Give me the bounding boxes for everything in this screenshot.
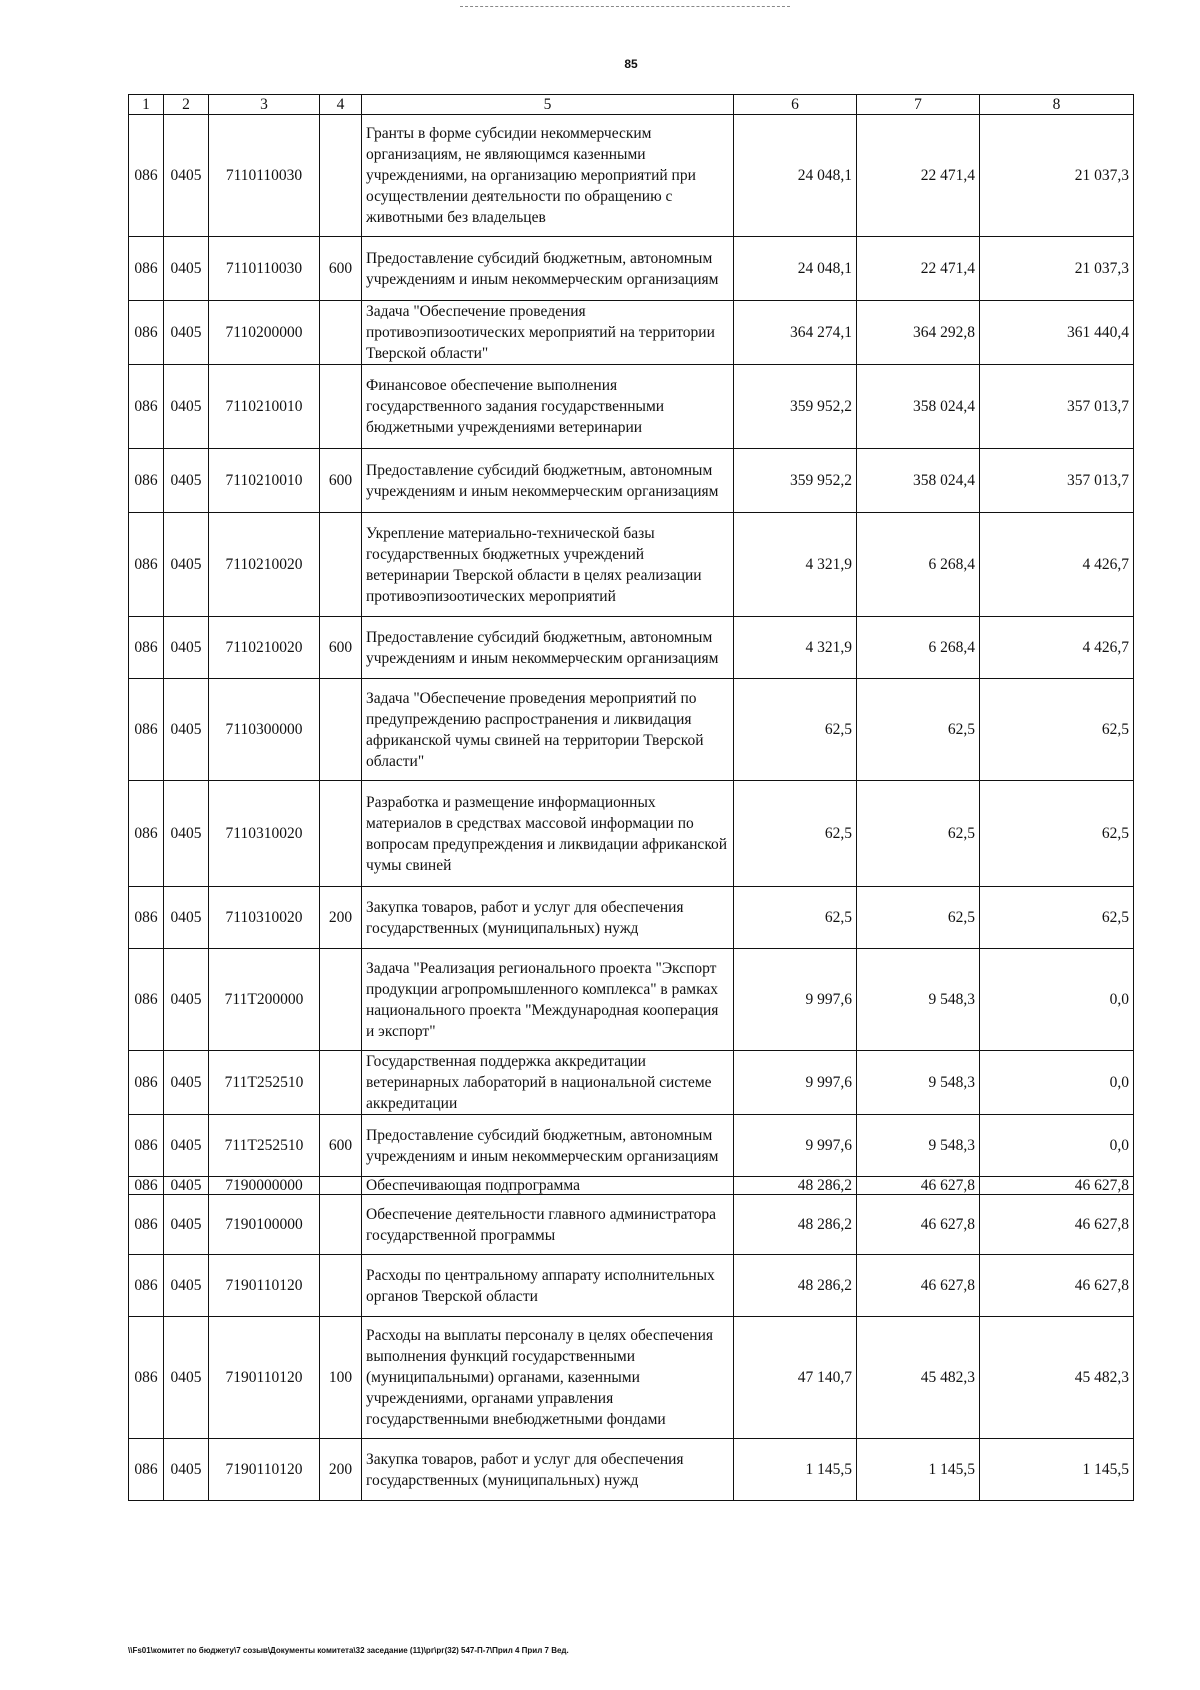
cell-target-article: 711T252510 — [209, 1115, 320, 1177]
cell-amount-3: 4 426,7 — [980, 617, 1134, 679]
table-row — [129, 1255, 1134, 1317]
cell-section: 0405 — [164, 781, 209, 887]
cell-ved: 086 — [129, 887, 164, 949]
cell-amount-1: 62,5 — [734, 781, 857, 887]
col-header: 4 — [320, 95, 362, 115]
cell-expense-type — [320, 1255, 362, 1317]
cell-expense-type: 600 — [320, 617, 362, 679]
cell-ved: 086 — [129, 1115, 164, 1177]
cell-target-article: 7110300000 — [209, 679, 320, 781]
cell-section: 0405 — [164, 887, 209, 949]
cell-amount-1: 364 274,1 — [734, 301, 857, 365]
table-row — [129, 301, 1134, 365]
cell-amount-2: 6 268,4 — [857, 617, 980, 679]
cell-target-article: 7190110120 — [209, 1255, 320, 1317]
cell-amount-1: 47 140,7 — [734, 1317, 857, 1439]
cell-amount-2: 22 471,4 — [857, 115, 980, 237]
cell-amount-1: 4 321,9 — [734, 617, 857, 679]
col-header: 6 — [734, 95, 857, 115]
cell-amount-2: 9 548,3 — [857, 949, 980, 1051]
cell-amount-3: 361 440,4 — [980, 301, 1134, 365]
cell-expense-type — [320, 301, 362, 365]
cell-target-article: 7110210020 — [209, 617, 320, 679]
cell-amount-2: 62,5 — [857, 679, 980, 781]
cell-description: Предоставление субсидий бюджетным, автономным учреждениям и иным некоммерческим организациям — [362, 617, 734, 679]
table-row — [129, 1317, 1134, 1439]
col-header: 1 — [129, 95, 164, 115]
cell-ved: 086 — [129, 513, 164, 617]
cell-amount-2: 358 024,4 — [857, 365, 980, 449]
cell-description: Предоставление субсидий бюджетным, автономным учреждениям и иным некоммерческим организациям — [362, 1115, 734, 1177]
cell-target-article: 711T252510 — [209, 1051, 320, 1115]
cell-section: 0405 — [164, 617, 209, 679]
cell-amount-3: 21 037,3 — [980, 115, 1134, 237]
cell-amount-1: 9 997,6 — [734, 1115, 857, 1177]
cell-description: Разработка и размещение информационных материалов в средствах массовой информации по вопросам предупреждения и ликвидации африканской чумы свиней — [362, 781, 734, 887]
col-header: 5 — [362, 95, 734, 115]
cell-amount-3: 46 627,8 — [980, 1177, 1134, 1195]
cell-ved: 086 — [129, 1051, 164, 1115]
cell-expense-type — [320, 949, 362, 1051]
cell-description: Расходы на выплаты персоналу в целях обеспечения выполнения функций государственными (муниципальными) органами, казенными учреждениями, органами управления государственными внебюджетными фондами — [362, 1317, 734, 1439]
table-row — [129, 365, 1134, 449]
cell-target-article: 7110110030 — [209, 115, 320, 237]
cell-target-article: 7110310020 — [209, 887, 320, 949]
cell-description: Закупка товаров, работ и услуг для обеспечения государственных (муниципальных) нужд — [362, 887, 734, 949]
cell-amount-2: 45 482,3 — [857, 1317, 980, 1439]
table-body — [129, 95, 1134, 1501]
table-row — [129, 513, 1134, 617]
cell-amount-1: 48 286,2 — [734, 1177, 857, 1195]
cell-ved: 086 — [129, 301, 164, 365]
cell-description: Задача "Обеспечение проведения противоэпизоотических мероприятий на территории Тверской области" — [362, 301, 734, 365]
cell-section: 0405 — [164, 949, 209, 1051]
cell-amount-2: 46 627,8 — [857, 1177, 980, 1195]
cell-amount-3: 62,5 — [980, 781, 1134, 887]
cell-ved: 086 — [129, 617, 164, 679]
budget-table — [128, 94, 1134, 1501]
table-row — [129, 1051, 1134, 1115]
cell-target-article: 7110210010 — [209, 449, 320, 513]
cell-expense-type — [320, 679, 362, 781]
cell-amount-2: 358 024,4 — [857, 449, 980, 513]
cell-amount-1: 48 286,2 — [734, 1255, 857, 1317]
column-number-row — [129, 95, 1134, 115]
cell-section: 0405 — [164, 1439, 209, 1501]
cell-amount-3: 357 013,7 — [980, 449, 1134, 513]
table-row — [129, 1195, 1134, 1255]
cell-amount-3: 0,0 — [980, 1115, 1134, 1177]
table-row — [129, 237, 1134, 301]
table-row — [129, 887, 1134, 949]
cell-amount-1: 359 952,2 — [734, 449, 857, 513]
cell-expense-type — [320, 115, 362, 237]
cell-target-article: 7110200000 — [209, 301, 320, 365]
cell-amount-2: 364 292,8 — [857, 301, 980, 365]
cell-section: 0405 — [164, 1195, 209, 1255]
table-row — [129, 1115, 1134, 1177]
table-row — [129, 115, 1134, 237]
cell-expense-type: 200 — [320, 1439, 362, 1501]
table-row — [129, 1439, 1134, 1501]
cell-ved: 086 — [129, 449, 164, 513]
cell-amount-1: 24 048,1 — [734, 237, 857, 301]
cell-amount-1: 24 048,1 — [734, 115, 857, 237]
cell-amount-2: 62,5 — [857, 781, 980, 887]
cell-target-article: 711T200000 — [209, 949, 320, 1051]
cell-description: Укрепление материально-технической базы государственных бюджетных учреждений ветеринарии Тверской области в целях реализации противоэпизоотических мероприятий — [362, 513, 734, 617]
table-row — [129, 617, 1134, 679]
cell-target-article: 7110110030 — [209, 237, 320, 301]
cell-amount-3: 46 627,8 — [980, 1195, 1134, 1255]
page-number: 85 — [624, 57, 638, 71]
cell-ved: 086 — [129, 781, 164, 887]
cell-description: Финансовое обеспечение выполнения государственного задания государственными бюджетными учреждениями ветеринарии — [362, 365, 734, 449]
cell-expense-type: 200 — [320, 887, 362, 949]
cell-section: 0405 — [164, 1317, 209, 1439]
cell-amount-3: 0,0 — [980, 1051, 1134, 1115]
cell-section: 0405 — [164, 237, 209, 301]
table-row — [129, 449, 1134, 513]
cell-amount-3: 4 426,7 — [980, 513, 1134, 617]
cell-description: Предоставление субсидий бюджетным, автономным учреждениям и иным некоммерческим организациям — [362, 237, 734, 301]
cell-section: 0405 — [164, 1115, 209, 1177]
col-header: 8 — [980, 95, 1134, 115]
cell-amount-2: 46 627,8 — [857, 1255, 980, 1317]
cell-target-article: 7190000000 — [209, 1177, 320, 1195]
cell-amount-1: 9 997,6 — [734, 1051, 857, 1115]
cell-amount-2: 22 471,4 — [857, 237, 980, 301]
cell-target-article: 7190110120 — [209, 1439, 320, 1501]
cell-expense-type: 600 — [320, 449, 362, 513]
cell-section: 0405 — [164, 1177, 209, 1195]
cell-amount-2: 6 268,4 — [857, 513, 980, 617]
cell-target-article: 7190100000 — [209, 1195, 320, 1255]
cell-expense-type — [320, 1195, 362, 1255]
cell-section: 0405 — [164, 1051, 209, 1115]
col-header: 3 — [209, 95, 320, 115]
cell-section: 0405 — [164, 1255, 209, 1317]
table-row — [129, 781, 1134, 887]
cell-amount-1: 4 321,9 — [734, 513, 857, 617]
cell-amount-3: 357 013,7 — [980, 365, 1134, 449]
cell-description: Обеспечивающая подпрограмма — [362, 1177, 734, 1195]
cell-amount-2: 9 548,3 — [857, 1051, 980, 1115]
cell-target-article: 7110210010 — [209, 365, 320, 449]
cell-description: Гранты в форме субсидии некоммерческим организациям, не являющимся казенными учреждениями, на организацию мероприятий при осуществлении деятельности по обращению с животными без владельцев — [362, 115, 734, 237]
cell-amount-2: 62,5 — [857, 887, 980, 949]
cell-ved: 086 — [129, 1195, 164, 1255]
cell-ved: 086 — [129, 679, 164, 781]
table-row — [129, 1177, 1134, 1195]
cell-section: 0405 — [164, 301, 209, 365]
cell-amount-3: 62,5 — [980, 679, 1134, 781]
cell-expense-type — [320, 513, 362, 617]
cell-amount-2: 46 627,8 — [857, 1195, 980, 1255]
file-path-footer: \\Fs01\комитет по бюджету\7 созыв\Документы комитета\32 заседание (11)\рг\рг(32) 547-П-7\Прил 4 Прил 7 Вед. — [128, 1646, 569, 1655]
cell-ved: 086 — [129, 949, 164, 1051]
cell-target-article: 7190110120 — [209, 1317, 320, 1439]
cell-section: 0405 — [164, 449, 209, 513]
cell-description: Обеспечение деятельности главного администратора государственной программы — [362, 1195, 734, 1255]
cell-amount-3: 46 627,8 — [980, 1255, 1134, 1317]
cell-description: Задача "Обеспечение проведения мероприятий по предупреждению распространения и ликвидация африканской чумы свиней на территории Тверской области" — [362, 679, 734, 781]
cell-expense-type: 600 — [320, 1115, 362, 1177]
cell-amount-1: 1 145,5 — [734, 1439, 857, 1501]
cell-ved: 086 — [129, 237, 164, 301]
cell-ved: 086 — [129, 365, 164, 449]
cell-amount-3: 62,5 — [980, 887, 1134, 949]
cell-amount-3: 21 037,3 — [980, 237, 1134, 301]
cell-expense-type — [320, 781, 362, 887]
cell-section: 0405 — [164, 365, 209, 449]
cell-expense-type: 100 — [320, 1317, 362, 1439]
cell-amount-1: 9 997,6 — [734, 949, 857, 1051]
table-row — [129, 949, 1134, 1051]
cell-description: Предоставление субсидий бюджетным, автономным учреждениям и иным некоммерческим организациям — [362, 449, 734, 513]
cell-ved: 086 — [129, 1177, 164, 1195]
cell-expense-type: 600 — [320, 237, 362, 301]
cell-expense-type — [320, 365, 362, 449]
cell-expense-type — [320, 1177, 362, 1195]
cell-section: 0405 — [164, 115, 209, 237]
cell-ved: 086 — [129, 1317, 164, 1439]
cell-amount-2: 1 145,5 — [857, 1439, 980, 1501]
cell-target-article: 7110210020 — [209, 513, 320, 617]
cell-expense-type — [320, 1051, 362, 1115]
col-header: 2 — [164, 95, 209, 115]
cell-amount-3: 0,0 — [980, 949, 1134, 1051]
cell-section: 0405 — [164, 679, 209, 781]
cell-amount-1: 359 952,2 — [734, 365, 857, 449]
cell-amount-3: 1 145,5 — [980, 1439, 1134, 1501]
cell-amount-1: 62,5 — [734, 887, 857, 949]
cell-amount-1: 62,5 — [734, 679, 857, 781]
cell-ved: 086 — [129, 1439, 164, 1501]
cell-target-article: 7110310020 — [209, 781, 320, 887]
cell-description: Расходы по центральному аппарату исполнительных органов Тверской области — [362, 1255, 734, 1317]
cell-description: Закупка товаров, работ и услуг для обеспечения государственных (муниципальных) нужд — [362, 1439, 734, 1501]
cell-amount-2: 9 548,3 — [857, 1115, 980, 1177]
col-header: 7 — [857, 95, 980, 115]
cell-amount-3: 45 482,3 — [980, 1317, 1134, 1439]
scan-artifact-line — [460, 6, 790, 7]
cell-description: Государственная поддержка аккредитации ветеринарных лабораторий в национальной системе аккредитации — [362, 1051, 734, 1115]
cell-ved: 086 — [129, 1255, 164, 1317]
cell-ved: 086 — [129, 115, 164, 237]
table-row — [129, 679, 1134, 781]
cell-amount-1: 48 286,2 — [734, 1195, 857, 1255]
cell-description: Задача "Реализация регионального проекта "Экспорт продукции агропромышленного комплекса" в рамках национального проекта "Международная кооперация и экспорт" — [362, 949, 734, 1051]
cell-section: 0405 — [164, 513, 209, 617]
